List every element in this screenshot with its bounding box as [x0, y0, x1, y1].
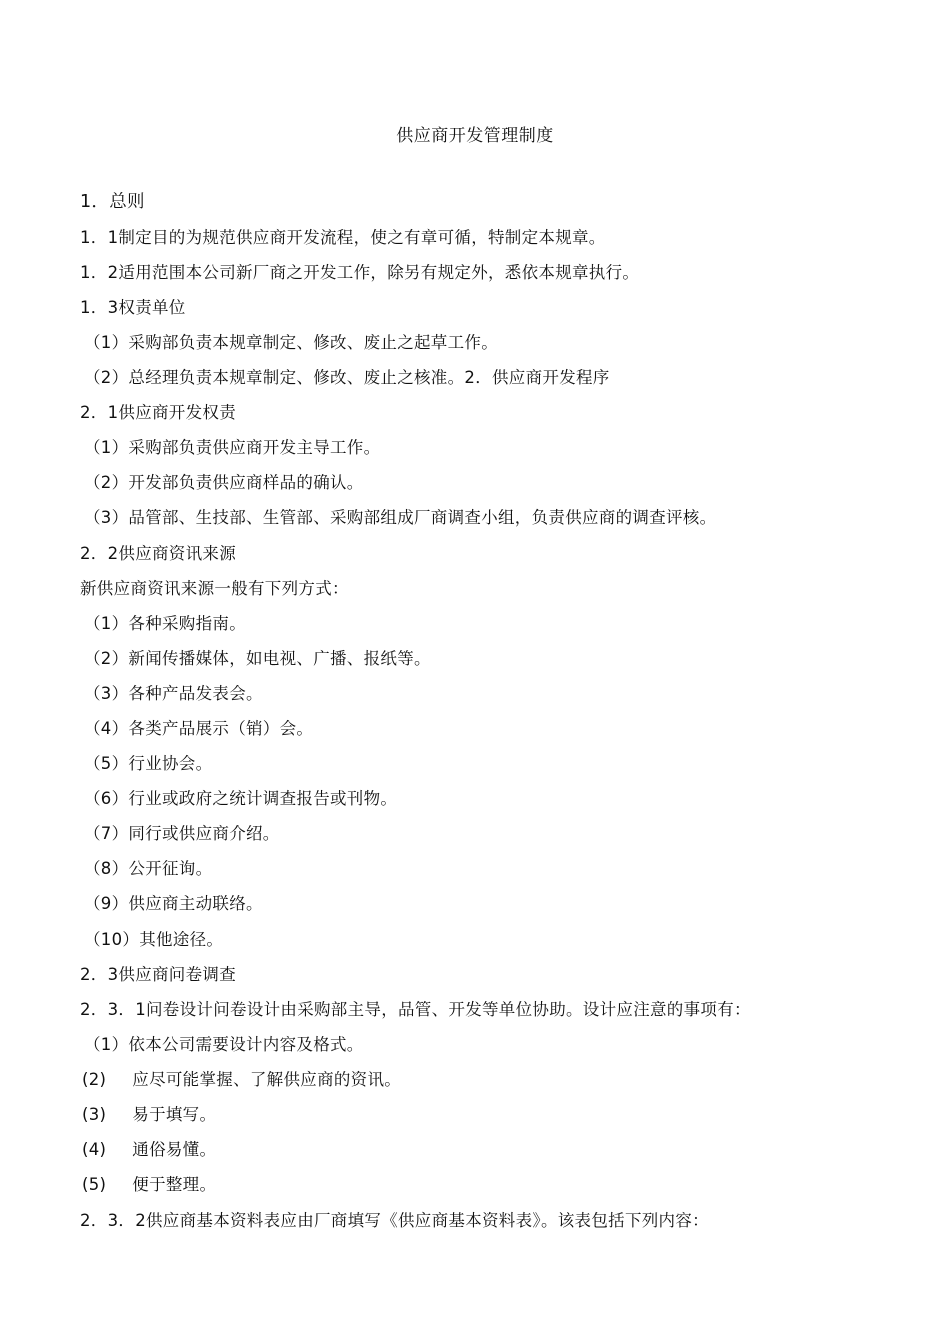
- list-item: （2）开发部负责供应商样品的确认。: [84, 473, 364, 492]
- paragraph-basic-info-form: 2．3．2供应商基本资料表应由厂商填写《供应商基本资料表》。该表包括下列内容：: [80, 1211, 709, 1230]
- list-item-number: (4): [82, 1140, 107, 1159]
- section-heading-general: 1．总则: [80, 192, 145, 212]
- list-item-text: 应尽可能掌握、了解供应商的资讯。: [132, 1070, 402, 1089]
- list-item: （7）同行或供应商介绍。: [84, 824, 280, 843]
- list-item: （9）供应商主动联络。: [84, 894, 263, 913]
- list-item: （1）依本公司需要设计内容及格式。: [84, 1035, 364, 1054]
- list-item-number: (2): [82, 1070, 107, 1089]
- list-item: （6）行业或政府之统计调查报告或刊物。: [84, 789, 398, 808]
- list-item: （3）品管部、生技部、生管部、采购部组成厂商调查小组，负责供应商的调查评核。: [84, 508, 717, 527]
- list-item: （10）其他途径。: [84, 930, 224, 949]
- list-item: （1）采购部负责本规章制定、修改、废止之起草工作。: [84, 333, 498, 352]
- paragraph-questionnaire: 2．3供应商问卷调查: [80, 965, 236, 984]
- list-item: （1）各种采购指南。: [84, 614, 246, 633]
- list-item: （2）新闻传播媒体，如电视、广播、报纸等。: [84, 649, 431, 668]
- list-item: [82, 1103, 216, 1127]
- list-item-number: (5): [82, 1175, 107, 1194]
- paragraph-dev-authority: 2．1供应商开发权责: [80, 403, 236, 422]
- list-item: （1）采购部负责供应商开发主导工作。: [84, 438, 381, 457]
- paragraph-responsibility: 1．3权责单位: [80, 298, 186, 317]
- paragraph-purpose: 1．1制定目的为规范供应商开发流程，使之有章可循，特制定本规章。: [80, 228, 606, 247]
- paragraph-info-sources: 2．2供应商资讯来源: [80, 544, 236, 563]
- list-item-text: 通俗易懂。: [132, 1140, 217, 1159]
- list-item: （2）总经理负责本规章制定、修改、废止之核准。2．供应商开发程序: [84, 368, 610, 387]
- list-item: （3）各种产品发表会。: [84, 684, 263, 703]
- list-item: （5）行业协会。: [84, 754, 213, 773]
- list-item: [82, 1173, 216, 1197]
- list-item: [82, 1138, 216, 1162]
- list-item-text: 易于填写。: [132, 1105, 217, 1124]
- document-title: 供应商开发管理制度: [396, 126, 554, 146]
- list-item-number: (3): [82, 1105, 107, 1124]
- list-item-text: 便于整理。: [132, 1175, 217, 1194]
- paragraph-info-intro: 新供应商资讯来源一般有下列方式：: [80, 579, 349, 598]
- paragraph-scope: 1．2适用范围本公司新厂商之开发工作，除另有规定外，悉依本规章执行。: [80, 263, 640, 282]
- paragraph-questionnaire-design: 2．3．1问卷设计问卷设计由采购部主导，品管、开发等单位协助。设计应注意的事项有：: [80, 1000, 751, 1019]
- list-item: [82, 1068, 401, 1092]
- list-item: （8）公开征询。: [84, 859, 213, 878]
- list-item: （4）各类产品展示（销）会。: [84, 719, 314, 738]
